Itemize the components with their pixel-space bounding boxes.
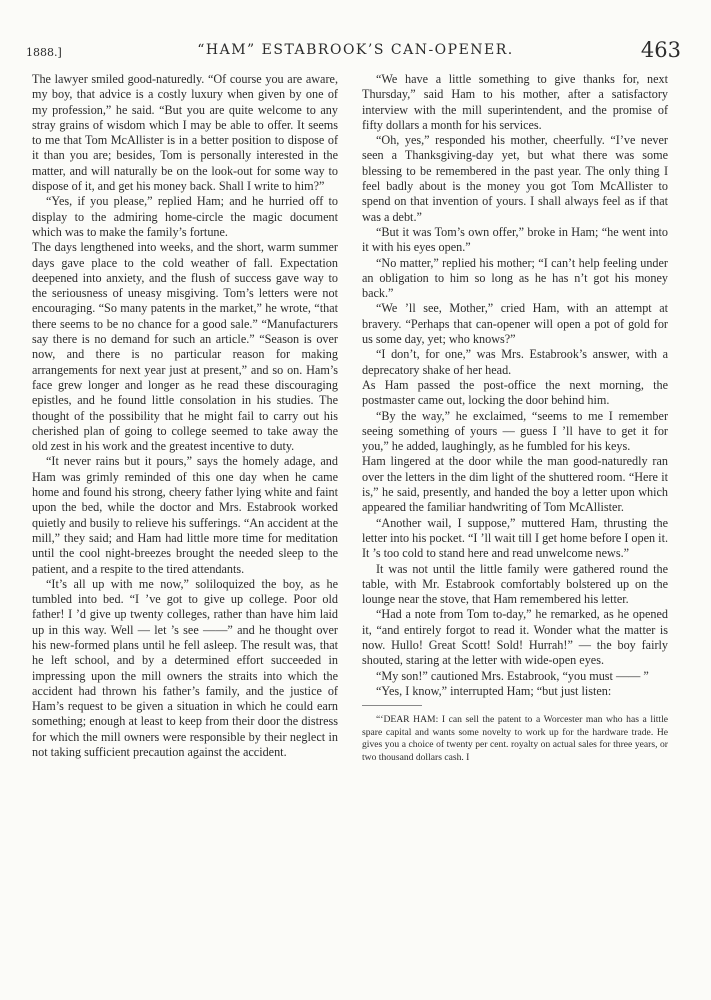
paragraph: Ham lingered at the door while the man good-naturedly ran over the letters in the dim light of the shuttered room. “Here it is,” he said, presently, and handed the boy a letter upon which appeared the familiar handwriting of Tom McAllister. [362,454,668,515]
letter-excerpt: “‘DEAR HAM: I can sell the patent to a Worcester man who has a little spare capital and wants some novelty to work up for the hardware trade. He gives you a choice of twenty per cent. royalty on actual sales for three years, or two thousand dollars cash. I [362,714,668,763]
right-column [362,72,668,764]
paragraph: “By the way,” he exclaimed, “seems to me I remember seeing something of yours — guess I ’ll have to get it for you,” he added, laughingly, as he fumbled for his keys. [362,408,668,454]
separator-rule [362,705,422,706]
running-header [26,36,685,66]
left-column [32,72,338,760]
paragraph: “No matter,” replied his mother; “I can’t help feeling under an obligation to him so long as he has n’t got his money back.” [362,255,668,301]
paragraph: “Had a note from Tom to-day,” he remarked, as he opened it, “and entirely forgot to read it. Wonder what the matter is now. Hullo! Great Scott! Sold! Hurrah!” — the boy fairly shouted, staring at the letter with wide-open eyes. [362,607,668,668]
paragraph: “Oh, yes,” responded his mother, cheerfully. “I’ve never seen a Thanksgiving-day yet, but what there was some blessing to be remembered in the past year. The only thing I feel badly about is the money you got Tom McAllister to spend on that invention of yours. I shall always feel as if that was a debt.” [362,133,668,224]
paragraph: “My son!” cautioned Mrs. Estabrook, “you must —— ” [376,668,649,683]
paragraph: “Yes, if you please,” replied Ham; and he hurried off to display to the admiring home-circle the magic document which was to make the family’s fortune. [32,194,338,239]
paragraph: “I don’t, for one,” was Mrs. Estabrook’s answer, with a deprecatory shake of her head. [362,347,668,377]
paragraph: “We have a little something to give thanks for, next Thursday,” said Ham to his mother, after a satisfactory interview with the mill superintendent, and the promise of fifty dollars a month for his services. [362,72,668,132]
paragraph: “It never rains but it pours,” says the homely adage, and Ham was grimly reminded of this one day when he came home and found his strong, cheery father lying white and faint upon the bed, while the doctor and Mrs. Estabrook worked quietly and busily to relieve his sufferings. “An accident at the mill,” they said; and Ham had little more time for meditation until the cool night-breezes brought the needed sleep to the patient, and a respite to the tired attendants. [32,454,338,576]
paragraph: “It’s all up with me now,” soliloquized the boy, as he tumbled into bed. “I ’ve got to give up college. Poor old father! I ’d give up twenty colleges, rather than have him laid up in this way. Well — let ’s see ——” and he thought over his new-formed plans until he fell asleep. The result was, that he left school, and by a determined effort succeeded in impressing upon the mill owners the straits into which the accident had thrown his father’s family, and the justice of Ham’s request to be given a situation in which he could earn something; enough at least to keep from their door the distress for which the mill owners were responsible by their neglect in not taking sufficient precaution against the accident. [32,576,338,760]
header-year: 1888.] [26,46,62,59]
paragraph: It was not until the little family were gathered round the table, with Mr. Estabrook comfortably bolstered up on the lounge near the stove, that Ham remembered his letter. [362,561,668,607]
paragraph: As Ham passed the post-office the next morning, the postmaster came out, locking the door behind him. [362,377,668,408]
header-title: “HAM” ESTABROOK’S CAN-OPENER. [197,42,514,58]
paragraph: “But it was Tom’s own offer,” broke in Ham; “he went into it with his eyes open.” [362,224,668,255]
paragraph: The days lengthened into weeks, and the short, warm summer days gave place to the cold weather of fall. Expectation deepened into anxiety, and the flush of success gave way to the seriousness of uneasy misgiving. Tom’s letters were not encouraging. “So many patents in the market,” he wrote, “that there seems to be no chance for a good sale.” “Manufacturers say there is no demand for such an article.” “Season is over now, and there is no particular reason for making arrangements for next year just at present,” and so on. Ham’s face grew longer and longer as he read these discouraging epistles, and he found little consolation in his studies. The thought of the possibility that he might fail to carry out his cherished plan of going to college seemed to take away the old zest in his work and the greatest incentive to duty. [32,240,338,454]
page-number: 463 [640,38,681,62]
paragraph: “Another wail, I suppose,” muttered Ham, thrusting the letter into his pocket. “I ’ll wait till I get home before I open it. It ’s too cold to stand here and read unwelcome news.” [362,515,668,561]
paragraph: “We ’ll see, Mother,” cried Ham, with an attempt at bravery. “Perhaps that can-opener will open a pot of gold for us some day, yet; who knows?” [362,301,668,347]
paragraph: “Yes, I know,” interrupted Ham; “but just listen: [376,683,612,698]
paragraph: The lawyer smiled good-naturedly. “Of course you are aware, my boy, that advice is a costly luxury when given by one of my profession,” he said. “But you are quite welcome to any stray grains of wisdom which I may be able to offer. It seems to me that Tom McAllister is in a better position to dispose of it than you are; besides, Tom is personally interested in the matter, and will naturally be on the look-out for some way to dispose of it, and get his money back. Shall I write to him?” [32,72,338,194]
